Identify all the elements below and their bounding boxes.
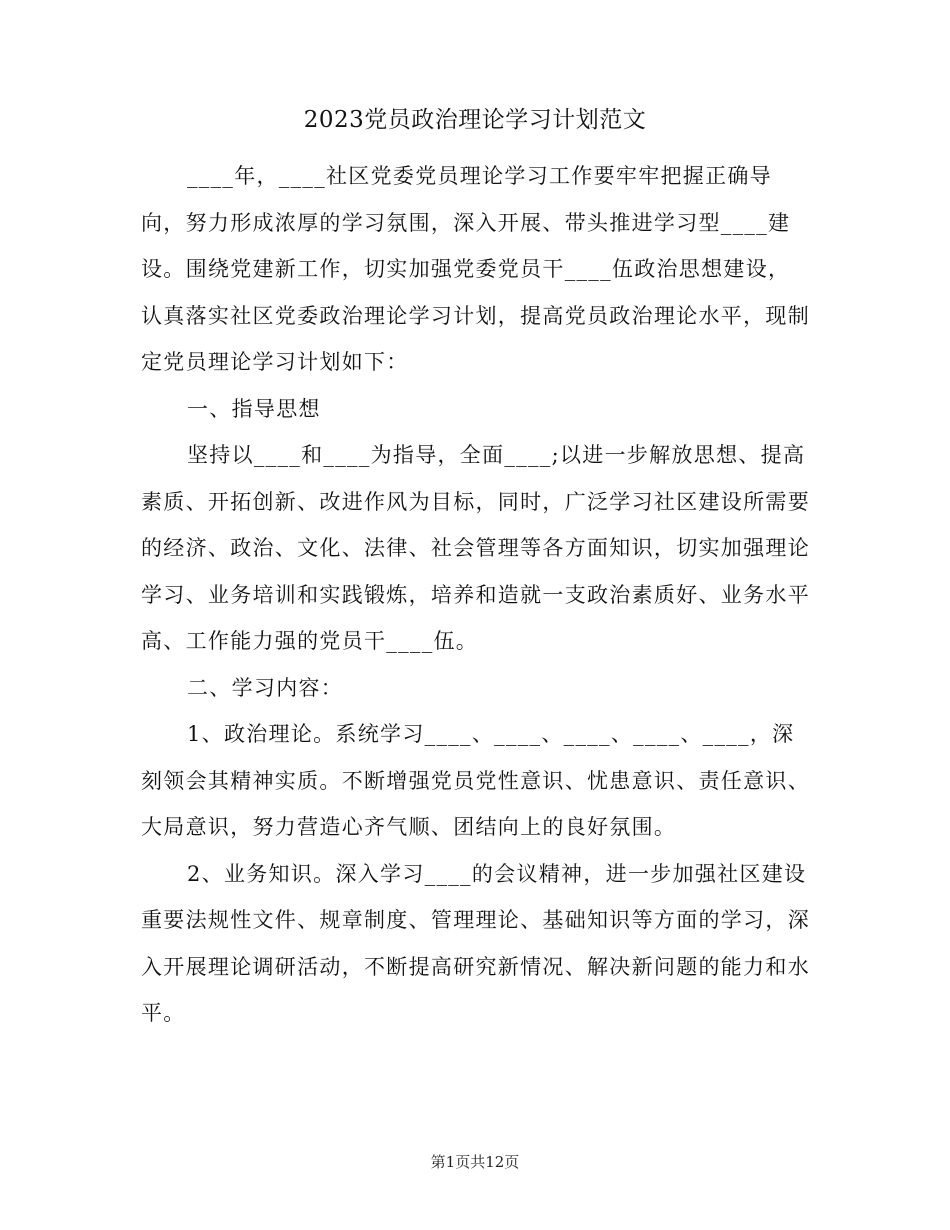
document-body <box>141 153 811 1037</box>
guiding-thought-paragraph: 坚持以____和____为指导，全面____;以进一步解放思想、提高素质、开拓创新、改进作风为目标，同时，广泛学习社区建设所需要的经济、政治、文化、法律、社会管理等各方面知识，切实加强理论学习、业务培训和实践锻炼，培养和造就一支政治素质好、业务水平高、工作能力强的党员干____伍。 <box>141 443 810 653</box>
document-title: 2023党员政治理论学习计划范文 <box>303 107 647 133</box>
business-knowledge-paragraph: 2、业务知识。深入学习____的会议精神，进一步加强社区建设重要法规性文件、规章制度、管理理论、基础知识等方面的学习，深入开展理论调研活动，不断提高研究新情况、解决新问题的能力和水平。 <box>141 861 810 1025</box>
section-heading-study-content: 二、学习内容： <box>187 675 344 700</box>
political-theory-paragraph: 1、政治理论。系统学习____、____、____、____、____，深刻领会其精神实质。不断增强党员党性意识、忧患意识、责任意识、大局意识，努力营造心齐气顺、团结向上的良好氛围。 <box>141 722 810 839</box>
intro-paragraph: ____年，____社区党委党员理论学习工作要牢牢把握正确导向，努力形成浓厚的学习氛围，深入开展、带头推进学习型____建设。围绕党建新工作，切实加强党委党员干____伍政治思想建设，认真落实社区党委政治理论学习计划，提高党员政治理论水平，现制定党员理论学习计划如下： <box>141 164 810 374</box>
page-number-footer: 第1页共12页 <box>430 1153 520 1171</box>
section-heading-guiding-thought: 一、指导思想 <box>187 396 321 421</box>
